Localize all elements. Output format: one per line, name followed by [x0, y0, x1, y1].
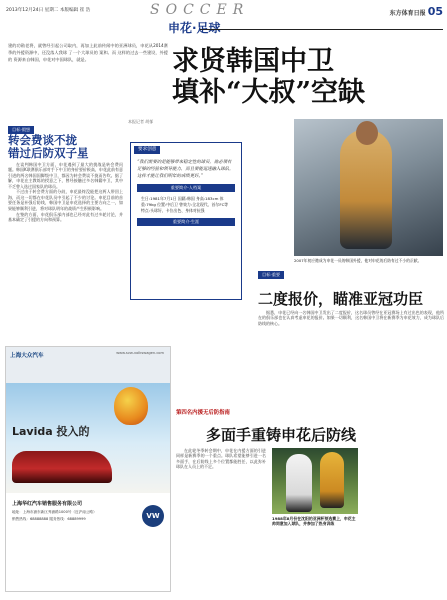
- player-photo: [294, 119, 443, 256]
- ad-address: 地址：上海市浦东新区秀浦路1000号（近沪南公路）: [12, 509, 97, 514]
- ad-company: 上海华红汽车销售服务有限公司: [12, 501, 83, 507]
- balloon-icon: [114, 387, 148, 425]
- soccer-banner: SOCCER: [150, 2, 250, 18]
- headline-line-2: 填补“大叔”空缺: [172, 77, 366, 109]
- paper-title: 东方体育日报: [389, 10, 426, 17]
- left-story-body: [8, 162, 123, 340]
- ad-image: [6, 383, 171, 493]
- lead-paragraph: 建的功勋老将，就曾经引起公司取内，再加上此前传闻中的亚洲球员，申花从2014赛季的外援资源中，还没落人我球 了一个大球员的 案和。而 这样的过去一些建设，外援的 资源来自韩国，申花对中国球队，就是。: [8, 43, 168, 63]
- car-icon: [12, 451, 112, 483]
- car-advertisement[interactable]: [5, 346, 171, 592]
- right-story-title: 二度报价，瞄准亚冠功臣: [258, 290, 424, 308]
- story2-text: 在此轮冬季转会期中，申花在内援方面的引进同样是新赛季的一个重点。球队希望能够引进一名多面手，在后防线上多个位置都能胜任，以此弥补球队在人员上的不足。: [176, 448, 266, 470]
- left-story-tag: 目标·假想: [8, 126, 34, 134]
- ad-footer: [6, 497, 171, 592]
- ad-phone: 销售热线：68888888 服务热线：68889999: [12, 516, 86, 521]
- ad-slogan: Lavida 投入的: [12, 425, 90, 438]
- divider: [200, 29, 443, 30]
- player-head: [356, 121, 378, 145]
- ad-brand: 上海大众汽车: [10, 353, 44, 359]
- ad-url: www.svw-volkswagen.com: [116, 351, 164, 355]
- training-photo: [272, 448, 358, 514]
- left-title-line-1: 转会费谈不拢: [8, 133, 77, 147]
- right-story-text: 据悉，申花已经向一名韩国中卫发出了二度报价，这名球员曾经在亚冠赛场上有过出色的表现，他所在的俱乐部也在认真考虑申花的报价。如果一切顺利，这名韩国中卫将在新赛季为申花效力，成为球队后防线的核心。: [258, 310, 444, 326]
- sidebar-info-title: 重要简介·人档案: [137, 184, 235, 192]
- ad-header: [6, 347, 170, 383]
- paper-name: [390, 5, 443, 20]
- story2-caption: 1988年8月份在沈阳的亚洲杯预选赛上，申花主帅同意加入球队，并参加了热身训练: [272, 516, 356, 527]
- section-title: 申花·足球: [168, 21, 221, 35]
- sidebar-quote: “我们需要的是能够带来稳定性的球员，他必须有足够的经验和领导能力，而且要能迅速融入球队，这样才能让我们明年的成绩更好。”: [137, 160, 234, 180]
- story2-title: 多面手重铸申花后防线: [206, 426, 357, 444]
- story2-tag: 第四名内援无后防指南: [176, 410, 230, 416]
- right-story-tag: 目标·重要: [258, 271, 284, 279]
- vw-logo-icon: VW: [142, 505, 164, 527]
- left-story-title: [8, 134, 118, 160]
- player-figure-2: [320, 452, 344, 508]
- page-number: 05: [427, 5, 443, 18]
- left-title-line-2: 错过后防双子星: [8, 145, 89, 160]
- date-line: 2013年12月24日 星期二 本版编辑 崔 浩: [6, 8, 91, 13]
- photo-caption: 2007年初应邀成为申花一员的韩国外援，他对申花的后防有过不小的贡献。: [294, 258, 422, 263]
- byline: 本报记者 胡郁: [128, 119, 154, 124]
- right-tag-wrap: [258, 271, 318, 279]
- main-headline: [172, 46, 365, 109]
- sidebar-box: [130, 142, 242, 300]
- sidebar-title: 要求创意: [134, 146, 160, 154]
- left-story-p2: 不过由于转会费方面的分歧，申花最终没能把这两人带回上海，而这一切都在申花队员中引起了不少的讨论。申花目前的首要任务是补强后防线，韩国中卫是申花选择的主要方向之一，如果能够顺利引进，将对球队明年的战绩产生积极影响。: [8, 189, 123, 211]
- page-header: [0, 0, 447, 22]
- player-figure-1: [286, 454, 312, 512]
- right-story-body: [258, 310, 444, 374]
- headline-line-1: 求贤韩国中卫: [172, 46, 334, 77]
- left-story-p1: 在谈判韩国中卫方面，申花遇到了最大的挑战是转会费问题。韩国K联赛俱乐部对手下中卫的身价要价极高，申花此前有意引进的两名韩国国脚级中卫，都因为转会费谈不拢而告吹。据了解，申花在主教练的授意之下，曾经接触过多名韩籍中卫，其中不乏曾入选过国家队的球员。: [8, 162, 123, 189]
- sidebar-info: 生日:1981年7月1日 国籍:韩国 身高:183cm 体重:79kg 位置:中后卫 曾效力:全北现代、首尔FC等 特点:头球好、卡位出色、身体对抗强: [141, 196, 229, 214]
- player-figure: [340, 129, 392, 249]
- story2-body: [176, 448, 266, 596]
- left-story-p3: 在签约方面，申花俱乐部内部也已经对此有过多轮讨论，并基本确定了引援的方向和预算。: [8, 211, 123, 222]
- sidebar-career-title: 重要简介·生涯: [137, 218, 235, 226]
